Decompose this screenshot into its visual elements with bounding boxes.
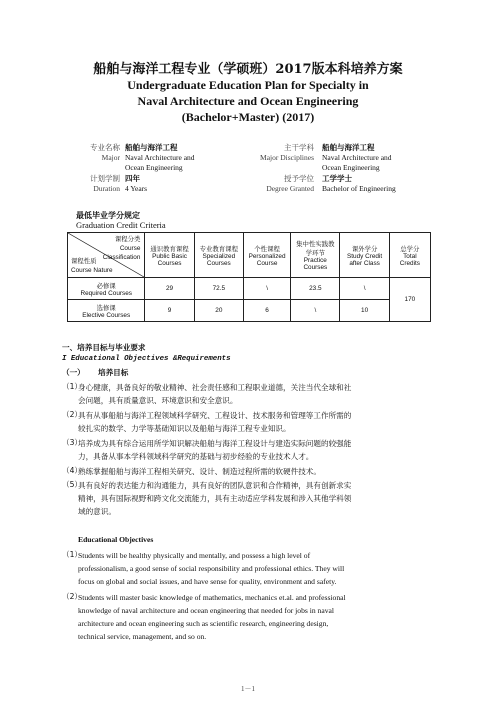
column-header-zh: 个性课程	[254, 244, 280, 253]
row-header-elective	[68, 300, 145, 322]
specialty-en-value-1: Naval Architecture and	[125, 153, 195, 162]
corner-top-label-3: Classification	[102, 254, 141, 261]
plan-title-chinese: 船舶与海洋工程专业（学硕班）2017版本科培养方案	[93, 62, 403, 77]
table-cell: 10	[340, 300, 389, 322]
table-cell: \	[291, 300, 340, 322]
column-header-en: Courses	[157, 259, 182, 267]
table-cell: 9	[145, 300, 194, 322]
column-header-en: Study Credit	[347, 252, 383, 260]
column-header-specialized	[194, 233, 243, 278]
subsection-title: 培养目标	[98, 368, 129, 377]
objective-number: （2）	[62, 410, 83, 419]
table-cell: 6	[243, 300, 290, 322]
table-row-required	[68, 278, 431, 300]
corner-bottom-label-2: Course Nature	[71, 267, 113, 274]
column-header-en: Specialized	[202, 252, 236, 260]
section-heading-en: I Educational Objectives &Requirements	[62, 355, 231, 363]
column-header-en: Practice	[303, 257, 327, 264]
specialty-zh-label: 专业名称	[90, 143, 120, 152]
objective-line: 具有良好的表达能力和沟通能力，具有良好的团队意识和合作精神，具有创新求实	[78, 481, 352, 490]
column-header-en: Public Basic	[152, 252, 187, 260]
degree-en-value: Bachelor of Engineering	[322, 184, 396, 193]
duration-en-value: 4 Years	[125, 184, 148, 193]
table-row-elective	[68, 300, 431, 322]
corner-top-label-1: 课程分类	[114, 235, 141, 243]
degree-zh-label: 授予学位	[284, 174, 314, 183]
objective-line: 熟练掌握船舶与海洋工程相关研究、设计、制造过程所需的软硬件技术。	[78, 467, 321, 476]
discipline-zh-value: 船舶与海洋工程	[322, 143, 375, 152]
column-header-zh: 通识教育课程	[150, 244, 189, 253]
corner-bottom-label-1: 课程性质	[71, 257, 97, 265]
objective-line: 域的意识。	[78, 507, 116, 516]
plan-title-english-line-1: Undergraduate Education Plan for Specialty in	[127, 78, 369, 92]
degree-zh-value: 工学学士	[322, 174, 352, 183]
objective-line: Students will be healthy physically and mentally, and possess a high level of	[78, 551, 311, 560]
section-heading-zh: 一、培养目标与毕业要求	[62, 343, 146, 352]
duration-zh-value: 四年	[125, 174, 140, 183]
specialty-en-value-2: Ocean Engineering	[125, 163, 183, 172]
objective-zh-item	[78, 479, 432, 518]
objective-line: 力，具备从事本学科领域科学研究的基础与初步经验的专业技术人才。	[78, 452, 314, 461]
total-credits-cell: 170	[389, 278, 430, 322]
column-header-zh: 集中性实践教学环节	[296, 240, 335, 257]
objective-number: （1）	[62, 550, 83, 559]
objective-zh-item	[78, 437, 432, 463]
objective-number: （1）	[62, 382, 83, 391]
credit-criteria-heading-en: Graduation Credit Criteria	[76, 220, 166, 230]
credit-table-header-row	[68, 233, 431, 278]
credit-criteria-heading-zh: 最低毕业学分规定	[76, 211, 140, 220]
page-number: 1－1	[241, 685, 255, 693]
column-header-personalized	[243, 233, 290, 278]
specialty-en-label: Major	[101, 153, 120, 162]
discipline-en-value-2: Ocean Engineering	[322, 163, 380, 172]
objective-line: 具有从事船舶与海洋工程领域科学研究、工程设计、技术服务和管理等工作所需的	[78, 411, 352, 420]
table-cell: 23.5	[291, 278, 340, 300]
discipline-en-label: Major Disciplines	[260, 153, 314, 162]
objective-number: （3）	[62, 438, 83, 447]
objective-line: knowledge of naval architecture and ocean engineering that needed for jobs in naval	[78, 606, 334, 615]
objective-line: architecture and ocean engineering such as scientific research, engineering design,	[78, 619, 329, 628]
corner-header-cell	[68, 233, 145, 278]
duration-zh-label: 计划学制	[90, 174, 120, 183]
column-header-zh: 课外学分	[351, 244, 378, 253]
objective-line: Students will master basic knowledge of mathematics, mechanics et.al. and professional	[78, 593, 346, 602]
plan-title-english-line-3: (Bachelor+Master) (2017)	[181, 110, 315, 124]
objective-number: （2）	[62, 592, 83, 601]
row-header-zh: 选修课	[96, 303, 116, 312]
row-header-required	[68, 278, 145, 300]
column-header-en: Personalized	[248, 252, 286, 260]
table-cell: 29	[145, 278, 194, 300]
objective-line: 精神，具有国际视野和跨文化交流能力，具有主动适应学科发展和涉入其他学科领	[78, 494, 352, 503]
column-header-zh: 总学分	[400, 244, 420, 253]
column-header-en: Total	[403, 252, 417, 260]
objective-zh-item	[78, 409, 432, 435]
objective-en-item	[78, 591, 432, 643]
row-header-en: Elective Courses	[82, 311, 131, 319]
column-header-study-credit	[340, 233, 389, 278]
objectives-en-heading: Educational Objectives	[78, 535, 154, 544]
objective-zh-item	[78, 381, 432, 407]
objective-number: （5）	[62, 480, 83, 489]
discipline-zh-label: 主干学科	[284, 143, 314, 152]
program-meta	[0, 143, 496, 203]
objective-line: 较扎实的数学、力学等基础知识以及船舶与海洋工程专业知识。	[78, 424, 291, 433]
row-header-en: Required Courses	[80, 289, 132, 297]
objective-number: （4）	[62, 466, 83, 475]
column-header-total	[389, 233, 430, 278]
objective-line: focus on global and social issues, and have sense for quality, environment and safety.	[78, 577, 337, 586]
column-header-public-basic	[145, 233, 194, 278]
column-header-en: Course	[256, 259, 278, 267]
objective-line: 会问题，具有质量意识、环境意识和安全意识。	[78, 396, 238, 405]
column-header-en: Courses	[206, 259, 231, 267]
column-header-zh: 专业教育课程	[199, 244, 238, 253]
table-cell: 20	[194, 300, 243, 322]
subsection-number: （一）	[62, 368, 85, 377]
table-cell: \	[340, 278, 389, 300]
table-cell: \	[243, 278, 290, 300]
table-cell: 72.5	[194, 278, 243, 300]
plan-title-english-line-2: Naval Architecture and Ocean Engineering	[137, 94, 359, 108]
column-header-en: Credits	[399, 259, 420, 267]
objective-en-item	[78, 549, 432, 588]
column-header-en: Courses	[303, 264, 328, 271]
discipline-en-value-1: Naval Architecture and	[322, 153, 392, 162]
row-header-zh: 必修课	[96, 281, 116, 290]
objective-zh-item	[78, 465, 432, 478]
credit-table	[67, 232, 431, 322]
specialty-zh-value: 船舶与海洋工程	[125, 143, 178, 152]
objective-line: 身心健康，具备良好的敬业精神、社会责任感和工程职业道德，关注当代全球和社	[78, 383, 352, 392]
objective-line: technical service, management, and so on.	[78, 632, 207, 641]
corner-top-label-2: Course	[119, 245, 141, 252]
degree-en-label: Degree Granted	[266, 184, 314, 193]
duration-en-label: Duration	[93, 184, 120, 193]
objective-line: professionalism, a good sense of social responsibility and professional ethics. They will	[78, 564, 345, 573]
objective-line: 培养成为具有综合运用所学知识解决船舶与海洋工程设计与建造实际问题的较强能	[78, 439, 352, 448]
column-header-en: after Class	[349, 259, 380, 267]
column-header-practice	[291, 233, 340, 278]
